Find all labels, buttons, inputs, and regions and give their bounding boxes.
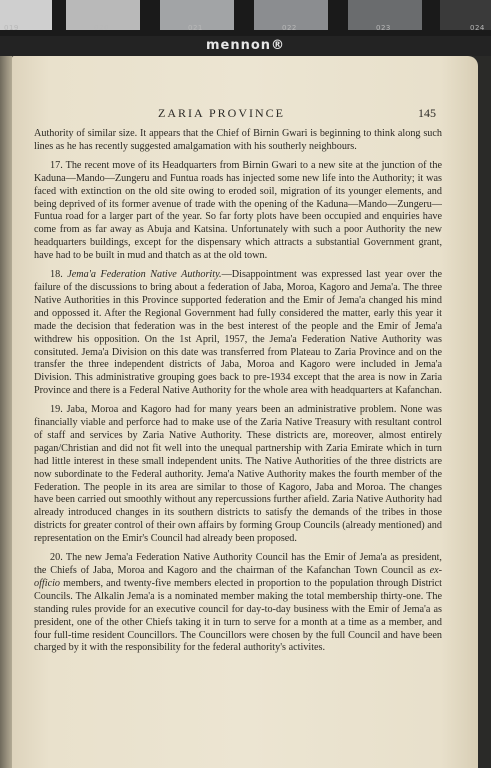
patch-label-021: 021: [188, 24, 203, 32]
paragraph-number: 18.: [50, 269, 68, 281]
paragraph-text: members, and twenty-five members elected in proportion to the population through District Councils. The Alkalin Jema'a is a nominated member making the total membership thirty-one. The standing rules provide for an executive council for day-to-day business with the Emir of Jema'a as president, one of the other Chiefs taking it in turn to serve for a month at a time as a member, and four full-time resident Councillors. The Councillors were chosen by the full Council and have been charged by it with the responsibility for the federal authority's activites.: [34, 577, 442, 654]
book-page: [12, 56, 478, 768]
paragraph-number: 19.: [50, 404, 67, 416]
patch-label-020: 020: [94, 24, 109, 32]
body-text: [34, 128, 442, 655]
paragraph-text: The new Jema'a Federation Native Authority Council has the Emir of Jema'a as president, the Chiefs of Jaba, Moroa and Kagoro and the chairman of the Kafanchan Town Council as: [34, 552, 442, 576]
paragraph-continued: [34, 128, 442, 154]
book-binding: [0, 56, 12, 768]
patch-label-024: 024: [470, 24, 485, 32]
paragraph-text: —Disappointment was expressed last year over the failure of the discussions to bring about a federation of Jaba, Moroa, Kagoro and Jema'a. The three Native Authorities in this Province supported federation and the Emir of Jema'a changed his mind and oppossed it. After the Regional Government had fully considered the matter, early this year it made the decision that federation was in the best interest of the people and the Emir of Jema'a withdrew his opposition. On the 1st April, 1957, the Jema'a Federation Native Authority was consituted. Jema'a Division on this date was transferred from Plateau to Zaria Province and on the transfer the three independent districts of Jaba, Moroa and Kagoro were included in Jema'a Division. This administrative grouping goes back to pre-1934 except that the area is now in Zaria Province and there is a Federal Native Authority for the whole area with headquarters at Kafanchan.: [34, 269, 442, 397]
patch-label-022: 022: [282, 24, 297, 32]
running-title: ZARIA PROVINCE: [158, 106, 286, 120]
paragraph-20: [34, 552, 442, 655]
patch-label-019: 019: [4, 24, 19, 32]
paragraph-19: [34, 404, 442, 546]
paragraph-italic-term: ex-officio: [34, 565, 442, 589]
paragraph-text: Jaba, Moroa and Kagoro had for many years been an administrative problem. None was financially viable and perforce had to make use of the Zaria Native Treasury with resultant control of staff and services by Zaria Native Authority. These districts are, moreover, almost entirely pagan/Christian and did not fit well into the unequal partnership with Zaria Emirate which in turn had little interest in these small independent units. The Native Authorities of the three districts are now subordinate to the Federal authority. Jema'a Native Authority makes the fourth member of the Federation. The people in its area are similar to those of Kagoro, Jaba and Moroa. The changes have been carried out smoothly without any repercussions further afield. Zaria Native Authority had already introduced changes in its southern districts to satisfy the demands of the tribes in those districts for greater control of their own affairs by forming Group Councils (already mentioned) and representation on the Emir's Council had already been proposed.: [34, 404, 442, 545]
brand-logo: mennon®: [205, 38, 286, 53]
page-number: 145: [418, 106, 436, 120]
paragraph-text: The recent move of its Headquarters from Birnin Gwari to a new site at the junction of the Kaduna—Mando—Zungeru and Funtua roads has injected some new life into the Authority; it was faced with extinction on the old site owing to eroded soil, migration of its younger elements, and being deprived of its former avenue of trade with the opening of the Kaduna—Mando—Zungeru—Funtua road for a larger part of the year. So far forty plots have been occupied and enquiries have come from as far away as Abuja and Katsina. Unfortunately with such a poor Authority the new headquarters buildings, except for the dispensary which attracts a substantial Government grant, have had to be built in mud and thatch as at the old town.: [34, 159, 442, 262]
paragraph-heading: Jema'a Federation Native Authority.: [67, 269, 222, 281]
background-edge: [478, 56, 491, 768]
paragraph-number: 20.: [50, 552, 66, 564]
paragraph-17: [34, 160, 442, 263]
paragraph-text: Authority of similar size. It appears that the Chief of Birnin Gwari is beginning to think along such lines as he has recently suggested amalgamation with his southerly neighbours.: [34, 128, 442, 152]
color-target-strip: [0, 0, 491, 38]
paragraph-18: [34, 269, 442, 398]
patch-label-023: 023: [376, 24, 391, 32]
paragraph-number: 17.: [50, 159, 66, 171]
